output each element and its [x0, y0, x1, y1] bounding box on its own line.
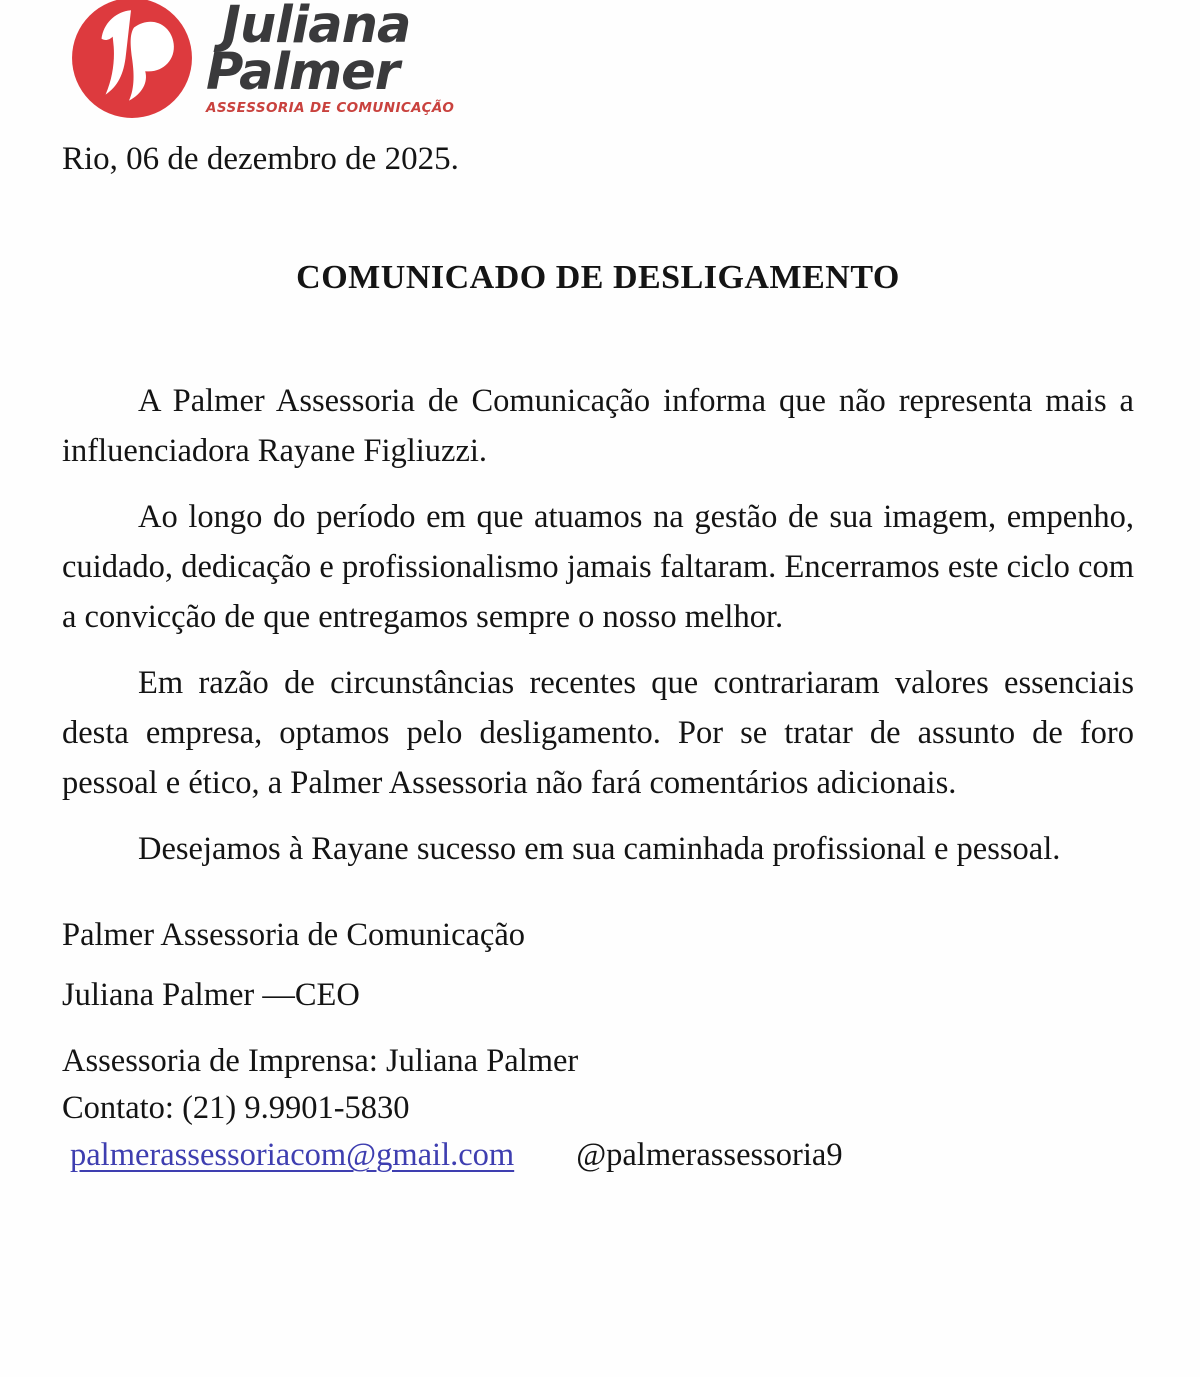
signature-company: Palmer Assessoria de Comunicação: [62, 917, 526, 953]
brand-name-line1: Juliana: [222, 0, 411, 55]
brand-tagline: ASSESSORIA DE COMUNICAÇÃO: [206, 100, 455, 116]
paragraph-3: Em razão de circunstâncias recentes que contrariaram valores essenciais desta empresa, optamos pelo desligamento. Por se tratar de assunto de foro pessoal e ético, a Palmer Assessoria não fará comentários adicionais.: [62, 665, 1134, 801]
social-handle: @palmerassessoria9: [576, 1137, 843, 1173]
paragraph-1: A Palmer Assessoria de Comunicação informa que não representa mais a influenciadora Rayane Figliuzzi.: [62, 383, 1134, 469]
contact-block: [62, 1038, 1134, 1179]
press-contact-line: Assessoria de Imprensa: Juliana Palmer: [62, 1043, 579, 1079]
jp-monogram-icon: [70, 0, 194, 126]
phone-line: Contato: (21) 9.9901-5830: [62, 1090, 410, 1126]
paragraph-2: Ao longo do período em que atuamos na gestão de sua imagem, empenho, cuidado, dedicação e profissionalismo jamais faltaram. Encerramos este ciclo com a convicção de que entregamos sempre o nosso melhor.: [62, 499, 1134, 635]
signature-ceo: Juliana Palmer —CEO: [62, 977, 360, 1013]
document-title: COMUNICADO DE DESLIGAMENTO: [296, 259, 900, 296]
email-line: [70, 1132, 1134, 1179]
email-link[interactable]: palmerassessoriacom@gmail.com: [70, 1137, 515, 1173]
paragraph-4: Desejamos à Rayane sucesso em sua caminhada profissional e pessoal.: [138, 831, 1061, 867]
letterhead: [70, 0, 1134, 128]
brand-name-line2: Palmer: [206, 43, 399, 102]
brand-text: [206, 0, 454, 116]
document-body: [62, 376, 1134, 874]
date-line: Rio, 06 de dezembro de 2025.: [62, 141, 459, 177]
